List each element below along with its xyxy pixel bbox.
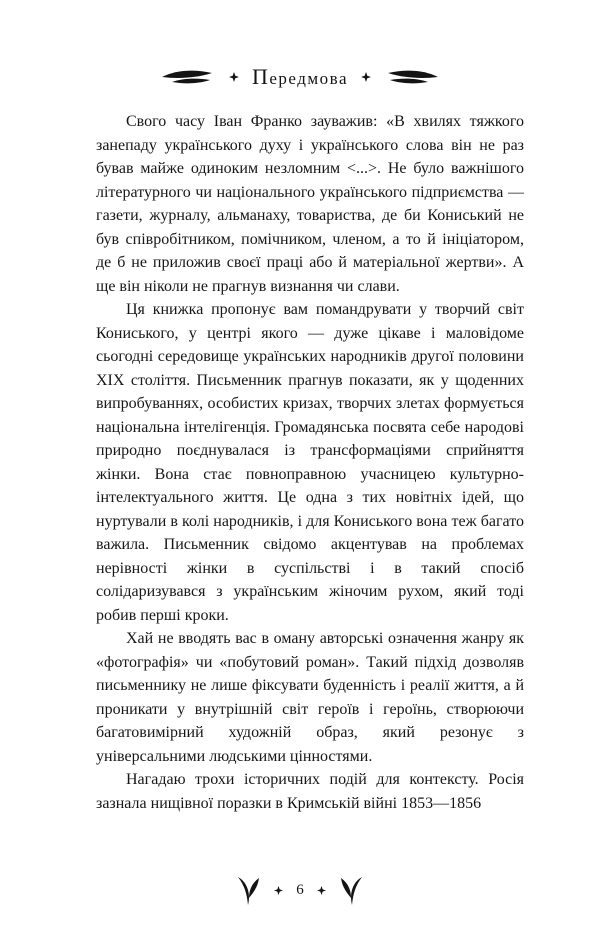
diamond-icon bbox=[361, 72, 371, 82]
paragraph: Ця книжка пропонує вам помандрувати у творчий світ Кониського, у центрі якого — дуже цікаве і маловідоме сьогодні середовище українських народників другої половини XIX століття. Письменник прагнув показати, як у щоденних випробуваннях, особистих кризах, творчих злетах формується національна інтелігенція. Громадянська посвята себе народові природно поєднувалася із трансформаціями сприйняття жінки. Вона стає повноправною учасницею культурно-інтелектуального життя. Це одна з тих новітніх ідей, що нуртували в колі народників, і для Кониського вона теж багато важила. Письменник свідомо акцентував на проблемах нерівності жінки в суспільстві і в такий спосіб солідаризувався з українським жіночим рухом, який тоді робив перші кроки. bbox=[96, 301, 524, 624]
page-footer bbox=[0, 874, 600, 906]
paragraph: Свого часу Іван Франко зауважив: «В хвилях тяжкого занепаду українського духу і українського слова він не раз бував майже одиноким незломним <...>. Не було важнішого літературного чи національного українського підприємства — газети, журналу, альманаху, товариства, де би Кониський не був співробітником, помічником, членом, а то й ініціатором, де б не приложив своєї праці або й матеріальної жертви». А ще він ніколи не прагнув визнання чи слави. bbox=[96, 113, 524, 295]
chapter-header bbox=[0, 64, 600, 90]
leaf-spray-icon bbox=[384, 69, 438, 85]
diamond-icon bbox=[229, 72, 239, 82]
leaf-branch-icon bbox=[235, 874, 261, 906]
leaf-branch-icon bbox=[339, 874, 365, 906]
diamond-icon bbox=[317, 886, 326, 895]
paragraph: Хай не вводять вас в оману авторські означення жанру як «фотографія» чи «побутовий роман». Такий підхід дозволяв письменнику не лише фіксувати буденність і реалії життя, а й проникати у внутрішній світ героїв і героїнь, створюючи багатовимірний художній образ, який резонує з універсальними людськими цінностями. bbox=[96, 630, 524, 765]
leaf-spray-icon bbox=[162, 69, 216, 85]
text-block bbox=[96, 110, 524, 815]
page-number: 6 bbox=[296, 881, 304, 898]
chapter-title: Передмова bbox=[251, 64, 348, 89]
diamond-icon bbox=[274, 886, 283, 895]
paragraph: Нагадаю трохи історичних подій для контексту. Росія зазнала нищівної поразки в Кримській війні 1853—1856 bbox=[96, 771, 524, 812]
